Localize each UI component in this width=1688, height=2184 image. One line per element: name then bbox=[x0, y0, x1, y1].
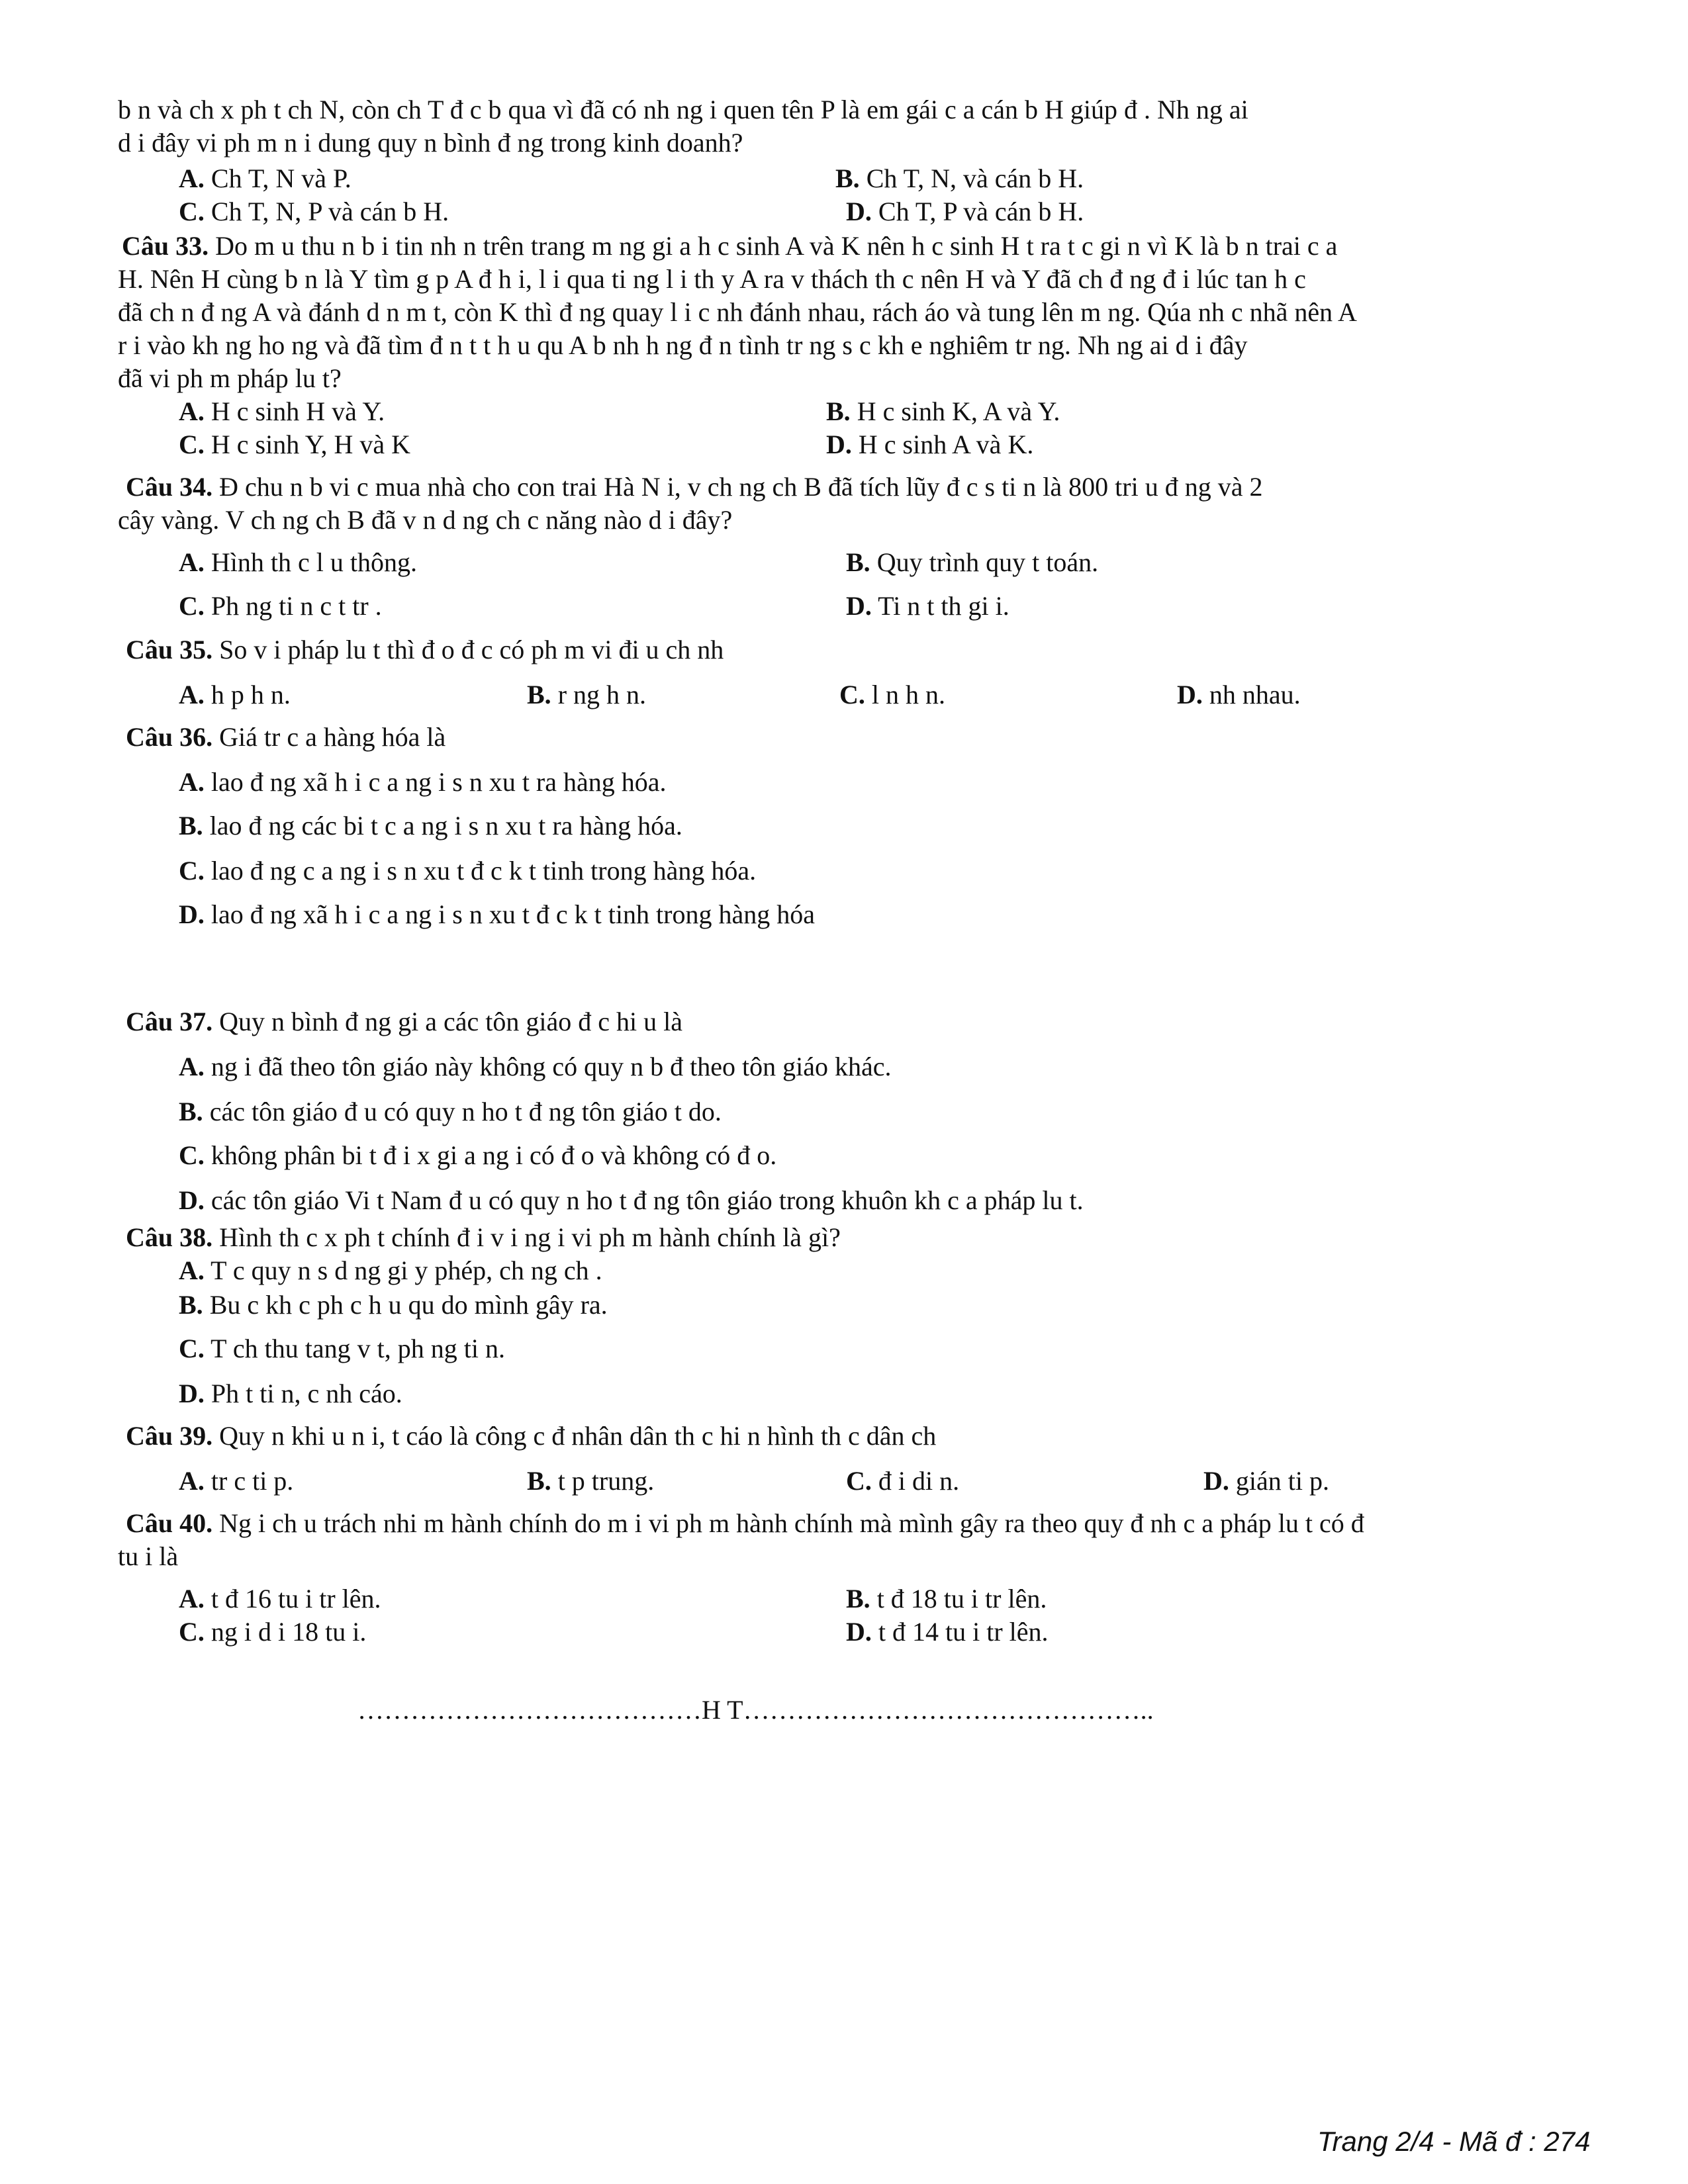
option-text: ng i đã theo tôn giáo này không có quy n b đ theo tôn giáo khác. bbox=[204, 1052, 892, 1081]
option-label: B. bbox=[527, 680, 551, 709]
option-text: Ph ng ti n c t tr . bbox=[204, 591, 382, 621]
q37-option-d bbox=[179, 1185, 1084, 1216]
option-text: Ch T, P và cán b H. bbox=[871, 197, 1084, 226]
q34-option-c bbox=[179, 590, 382, 622]
question-text: Hình th c x ph t chính đ i v i ng i vi ph m hành chính là gì? bbox=[212, 1222, 841, 1252]
option-text: t p trung. bbox=[551, 1466, 655, 1496]
q32-option-c bbox=[179, 196, 449, 228]
option-label: B. bbox=[835, 163, 860, 193]
option-label: C. bbox=[179, 430, 205, 459]
option-text: h p h n. bbox=[204, 680, 291, 709]
option-text: các tôn giáo đ u có quy n ho t đ ng tôn giáo t do. bbox=[203, 1097, 722, 1126]
q36-option-b bbox=[179, 810, 682, 842]
q33-line4: r i vào kh ng ho ng và đã tìm đ n t t h u qu A b nh h ng đ n tình tr ng s c kh e nghiêm tr ng. Nh ng ai d i đây bbox=[118, 330, 1248, 360]
option-text: H c sinh K, A và Y. bbox=[850, 396, 1060, 426]
q32-option-d bbox=[846, 196, 1084, 228]
q39-text bbox=[126, 1420, 936, 1452]
q37-option-b bbox=[179, 1096, 722, 1128]
question-text: Đ chu n b vi c mua nhà cho con trai Hà N i, v ch ng ch B đã tích lũy đ c s ti n là 800 tri u đ ng và 2 bbox=[212, 472, 1263, 502]
q32-option-b bbox=[835, 163, 1084, 195]
q32-line2: d i đây vi ph m n i dung quy n bình đ ng trong kinh doanh? bbox=[118, 128, 743, 158]
option-label: D. bbox=[179, 1379, 205, 1408]
q36-text bbox=[126, 721, 445, 753]
option-text: t đ 16 tu i tr lên. bbox=[204, 1584, 381, 1614]
option-label: C. bbox=[179, 1140, 205, 1170]
option-label: B. bbox=[846, 1584, 870, 1614]
question-number: Câu 35. bbox=[126, 635, 213, 664]
q38-option-d bbox=[179, 1378, 402, 1410]
option-text: r ng h n. bbox=[551, 680, 647, 709]
option-label: C. bbox=[179, 856, 205, 886]
option-label: B. bbox=[846, 547, 870, 577]
option-text: ng i d i 18 tu i. bbox=[204, 1617, 367, 1647]
option-label: D. bbox=[1177, 680, 1203, 709]
end-of-exam-marker: …………………………………H T……………………………………….. bbox=[357, 1695, 1154, 1725]
option-text: l n h n. bbox=[865, 680, 946, 709]
option-text: t đ 14 tu i tr lên. bbox=[871, 1617, 1049, 1647]
q36-option-d bbox=[179, 899, 815, 931]
option-text: lao đ ng c a ng i s n xu t đ c k t tinh trong hàng hóa. bbox=[204, 856, 757, 886]
option-text: Ph t ti n, c nh cáo. bbox=[204, 1379, 402, 1408]
q33-option-c bbox=[179, 429, 410, 461]
q37-option-a bbox=[179, 1051, 891, 1083]
option-label: A. bbox=[179, 547, 205, 577]
option-text: Bu c kh c ph c h u qu do mình gây ra. bbox=[203, 1290, 608, 1320]
q33-option-b bbox=[826, 396, 1060, 428]
option-text: Hình th c l u thông. bbox=[204, 547, 417, 577]
question-text: Quy n khi u n i, t cáo là công c đ nhân dân th c hi n hình th c dân ch bbox=[212, 1421, 937, 1451]
q36-option-a bbox=[179, 766, 667, 798]
question-number: Câu 34. bbox=[126, 472, 213, 502]
option-label: D. bbox=[846, 591, 872, 621]
option-label: A. bbox=[179, 767, 205, 797]
q36-option-c bbox=[179, 855, 756, 887]
option-label: A. bbox=[179, 396, 205, 426]
q39-option-b bbox=[527, 1465, 654, 1497]
option-label: C. bbox=[846, 1466, 872, 1496]
option-text: H c sinh A và K. bbox=[851, 430, 1034, 459]
q33-line3: đã ch n đ ng A và đánh d n m t, còn K thì đ ng quay l i c nh đánh nhau, rách áo và tung lên m ng. Qúa nh c nhã nên A bbox=[118, 297, 1357, 327]
q39-option-c bbox=[846, 1465, 959, 1497]
option-label: B. bbox=[179, 811, 203, 841]
option-text: Ch T, N và P. bbox=[204, 163, 352, 193]
option-text: nh nhau. bbox=[1202, 680, 1301, 709]
option-label: A. bbox=[179, 1466, 205, 1496]
question-number: Câu 37. bbox=[126, 1007, 213, 1036]
option-label: A. bbox=[179, 1052, 205, 1081]
question-text: So v i pháp lu t thì đ o đ c có ph m vi đi u ch nh bbox=[212, 635, 724, 664]
q39-option-a bbox=[179, 1465, 293, 1497]
q38-option-a bbox=[179, 1255, 602, 1287]
q34-line2: cây vàng. V ch ng ch B đã v n d ng ch c năng nào d i đây? bbox=[118, 505, 733, 535]
q33-line2: H. Nên H cùng b n là Y tìm g p A đ h i, l i qua ti ng l i th y A ra v thách th c nên H và Y đã ch đ ng đ i lúc tan h c bbox=[118, 264, 1306, 294]
option-text: Ch T, N, P và cán b H. bbox=[204, 197, 449, 226]
option-label: A. bbox=[179, 163, 205, 193]
option-text: lao đ ng các bi t c a ng i s n xu t ra hàng hóa. bbox=[203, 811, 682, 841]
q35-option-a bbox=[179, 679, 291, 711]
question-number: Câu 40. bbox=[126, 1508, 213, 1538]
option-label: D. bbox=[846, 1617, 872, 1647]
q37-text bbox=[126, 1006, 682, 1038]
option-text: H c sinh H và Y. bbox=[204, 396, 385, 426]
option-label: B. bbox=[826, 396, 851, 426]
option-text: không phân bi t đ i x gi a ng i có đ o và không có đ o. bbox=[204, 1140, 777, 1170]
q33-option-d bbox=[826, 429, 1033, 461]
question-text: Ng i ch u trách nhi m hành chính do m i vi ph m hành chính mà mình gây ra theo quy đ nh c a pháp lu t có đ bbox=[212, 1508, 1364, 1538]
q40-line1 bbox=[126, 1508, 1364, 1539]
option-label: D. bbox=[1203, 1466, 1229, 1496]
q34-option-a bbox=[179, 547, 417, 578]
q38-option-c bbox=[179, 1333, 505, 1365]
q37-option-c bbox=[179, 1140, 776, 1171]
option-label: C. bbox=[179, 197, 205, 226]
option-text: H c sinh Y, H và K bbox=[204, 430, 410, 459]
q40-line2: tu i là bbox=[118, 1541, 179, 1571]
option-text: gián ti p. bbox=[1229, 1466, 1329, 1496]
option-label: A. bbox=[179, 1255, 205, 1285]
option-label: C. bbox=[179, 1334, 205, 1363]
option-text: đ i di n. bbox=[871, 1466, 960, 1496]
q40-option-a bbox=[179, 1583, 381, 1615]
page-footer: Trang 2/4 - Mã đ : 274 bbox=[1317, 2126, 1591, 2157]
question-text: Quy n bình đ ng gi a các tôn giáo đ c hi u là bbox=[212, 1007, 682, 1036]
option-label: C. bbox=[179, 1617, 205, 1647]
question-number: Câu 33. bbox=[122, 231, 209, 261]
option-text: Ch T, N, và cán b H. bbox=[859, 163, 1084, 193]
question-text: Do m u thu n b i tin nh n trên trang m ng gi a h c sinh A và K nên h c sinh H t ra t c gi n vì K là b n trai c a bbox=[209, 231, 1338, 261]
question-number: Câu 36. bbox=[126, 722, 213, 752]
q33-line5: đã vi ph m pháp lu t? bbox=[118, 363, 342, 393]
q34-option-d bbox=[846, 590, 1009, 622]
q32-line1: b n và ch x ph t ch N, còn ch T đ c b qua vì đã có nh ng i quen tên P là em gái c a cán b H giúp đ . Nh ng ai bbox=[118, 95, 1248, 124]
q40-option-b bbox=[846, 1583, 1047, 1615]
q34-line1 bbox=[126, 471, 1262, 503]
option-label: B. bbox=[179, 1097, 203, 1126]
option-label: D. bbox=[179, 1185, 205, 1215]
option-label: D. bbox=[826, 430, 852, 459]
option-text: T c quy n s d ng gi y phép, ch ng ch . bbox=[204, 1255, 602, 1285]
option-text: tr c ti p. bbox=[204, 1466, 294, 1496]
question-text: Giá tr c a hàng hóa là bbox=[212, 722, 446, 752]
q35-option-b bbox=[527, 679, 646, 711]
option-label: A. bbox=[179, 1584, 205, 1614]
option-text: lao đ ng xã h i c a ng i s n xu t ra hàng hóa. bbox=[204, 767, 667, 797]
q40-option-c bbox=[179, 1616, 366, 1648]
option-text: Quy trình quy t toán. bbox=[870, 547, 1099, 577]
option-text: Ti n t th gi i. bbox=[871, 591, 1009, 621]
option-label: B. bbox=[527, 1466, 551, 1496]
option-text: các tôn giáo Vi t Nam đ u có quy n ho t đ ng tôn giáo trong khuôn kh c a pháp lu t. bbox=[204, 1185, 1084, 1215]
option-label: A. bbox=[179, 680, 205, 709]
q39-option-d bbox=[1203, 1465, 1329, 1497]
q38-text bbox=[126, 1222, 841, 1253]
question-number: Câu 38. bbox=[126, 1222, 213, 1252]
option-text: lao đ ng xã h i c a ng i s n xu t đ c k t tinh trong hàng hóa bbox=[204, 899, 815, 929]
question-number: Câu 39. bbox=[126, 1421, 213, 1451]
q40-option-d bbox=[846, 1616, 1049, 1648]
q35-option-c bbox=[839, 679, 945, 711]
q33-line1 bbox=[122, 230, 1337, 262]
option-label: C. bbox=[839, 680, 865, 709]
option-label: C. bbox=[179, 591, 205, 621]
q34-option-b bbox=[846, 547, 1098, 578]
q35-option-d bbox=[1177, 679, 1301, 711]
option-text: t đ 18 tu i tr lên. bbox=[870, 1584, 1047, 1614]
option-label: B. bbox=[179, 1290, 203, 1320]
q32-option-a bbox=[179, 163, 352, 195]
option-text: T ch thu tang v t, ph ng ti n. bbox=[204, 1334, 505, 1363]
q35-text bbox=[126, 634, 724, 666]
q33-option-a bbox=[179, 396, 385, 428]
q38-option-b bbox=[179, 1289, 608, 1321]
option-label: D. bbox=[179, 899, 205, 929]
option-label: D. bbox=[846, 197, 872, 226]
